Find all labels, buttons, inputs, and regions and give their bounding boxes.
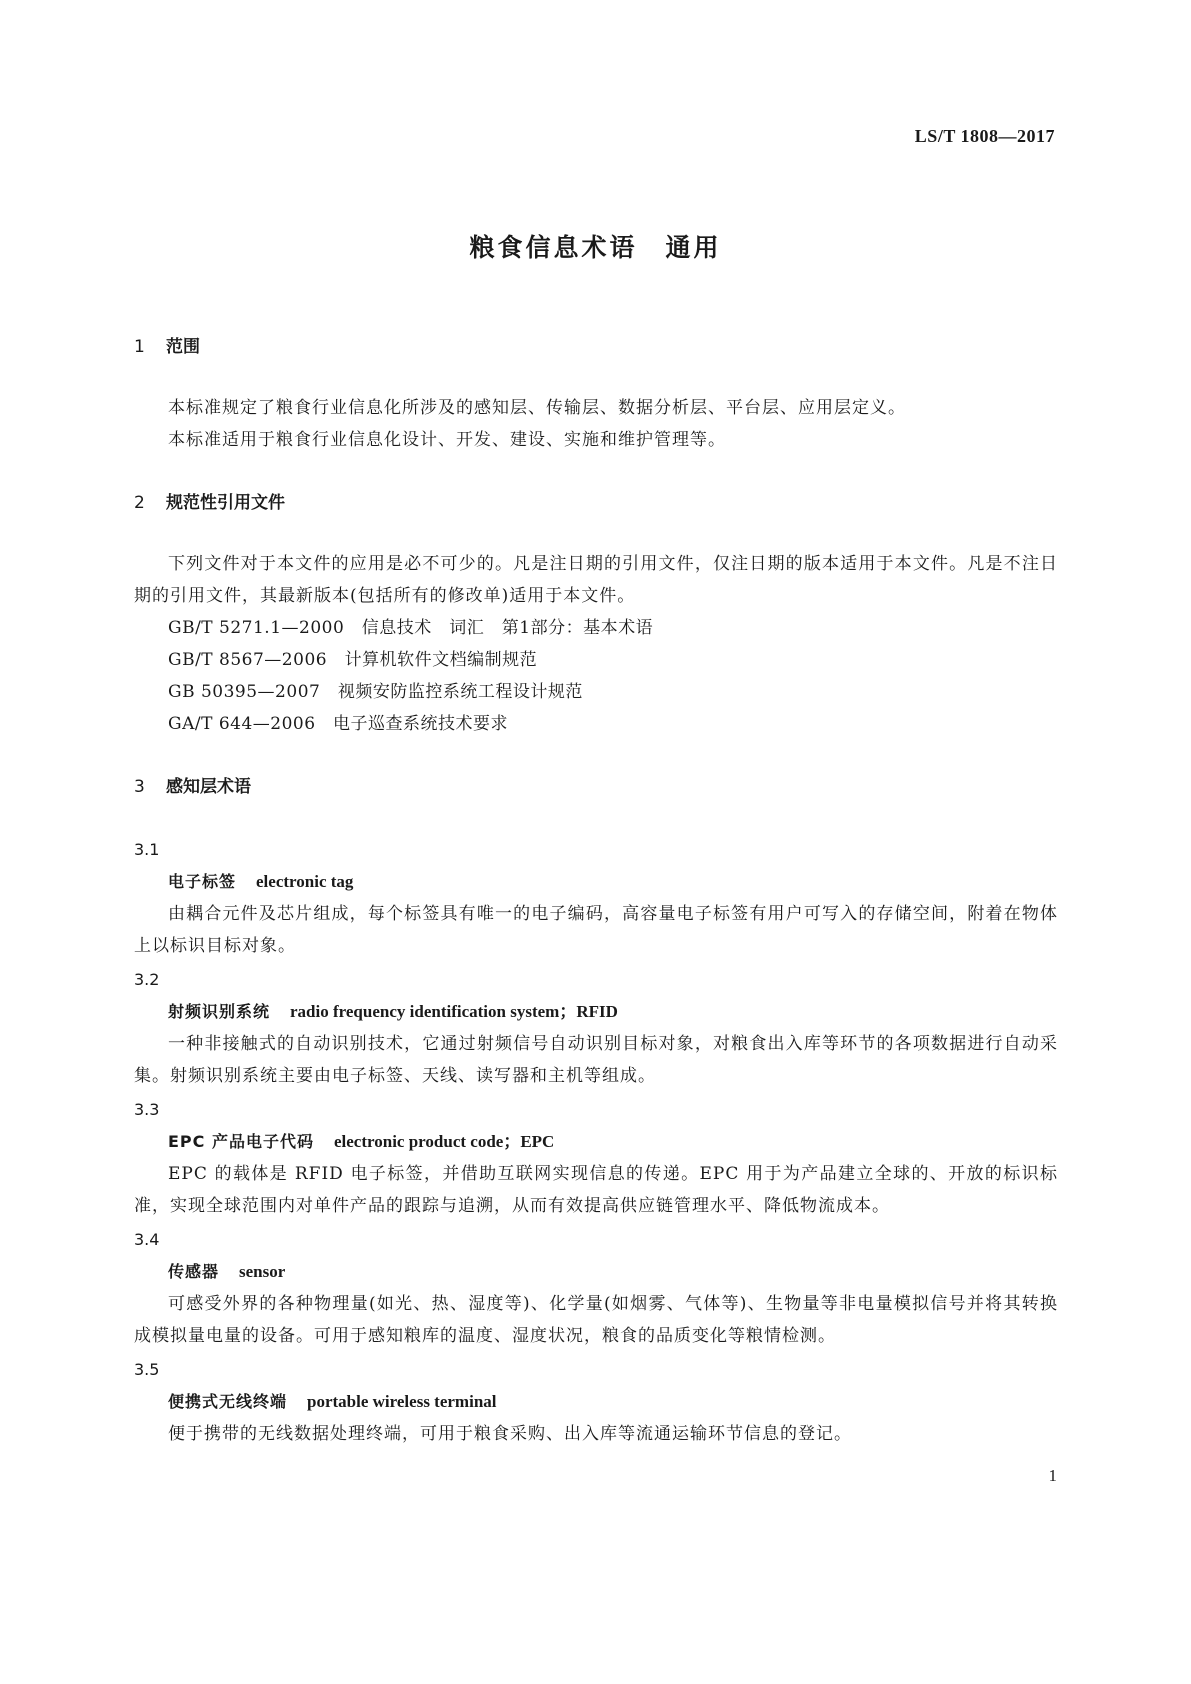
paragraph: 本标准适用于粮食行业信息化设计、开发、建设、实施和维护管理等。 bbox=[168, 430, 726, 450]
document-title: 粮食信息术语 通用 bbox=[469, 233, 722, 262]
reference-item: GB/T 5271.1—2000 信息技术 词汇 第1部分：基本术语 bbox=[168, 618, 654, 638]
section-number: 1 bbox=[134, 337, 145, 357]
term-en: electronic product code；EPC bbox=[333, 1132, 555, 1151]
reference-item: GA/T 644—2006 电子巡查系统技术要求 bbox=[168, 714, 509, 734]
term-number: 3.1 bbox=[134, 840, 160, 859]
term-definition: 一种非接触式的自动识别技术，它通过射频信号自动识别目标对象，对粮食出入库等环节的各项数据进行自动采集。射频识别系统主要由电子标签、天线、读写器和主机等组成。 bbox=[134, 1034, 1058, 1086]
term-en: electronic tag bbox=[256, 872, 354, 891]
reference-item: GB 50395—2007 视频安防监控系统工程设计规范 bbox=[168, 682, 583, 702]
term-en: portable wireless terminal bbox=[307, 1392, 497, 1411]
term-definition: 便于携带的无线数据处理终端，可用于粮食采购、出入库等流通运输环节信息的登记。 bbox=[168, 1424, 852, 1444]
term-zh: EPC 产品电子代码 bbox=[168, 1132, 314, 1151]
paragraph: 本标准规定了粮食行业信息化所涉及的感知层、传输层、数据分析层、平台层、应用层定义。 bbox=[168, 398, 906, 418]
term-zh: 电子标签 bbox=[168, 872, 237, 891]
section-title: 规范性引用文件 bbox=[166, 493, 285, 513]
section-title: 范围 bbox=[166, 337, 200, 357]
section-number: 3 bbox=[134, 777, 145, 797]
term-heading bbox=[134, 996, 1058, 1028]
term-heading bbox=[134, 1256, 1058, 1288]
page-number: 1 bbox=[1048, 1466, 1057, 1485]
reference-item: GB/T 8567—2006 计算机软件文档编制规范 bbox=[168, 650, 538, 670]
standard-code: LS/T 1808—2017 bbox=[914, 126, 1055, 146]
section-heading-2 bbox=[134, 486, 1058, 520]
section-heading-3 bbox=[134, 770, 1058, 804]
term-number: 3.3 bbox=[134, 1100, 160, 1119]
term-zh: 射频识别系统 bbox=[168, 1002, 271, 1021]
section-number: 2 bbox=[134, 493, 145, 513]
term-en: radio frequency identification system；RFID bbox=[290, 1002, 618, 1021]
term-zh: 传感器 bbox=[168, 1262, 220, 1281]
paragraph: 下列文件对于本文件的应用是必不可少的。凡是注日期的引用文件，仅注日期的版本适用于本文件。凡是不注日期的引用文件，其最新版本(包括所有的修改单)适用于本文件。 bbox=[134, 554, 1058, 606]
term-number: 3.4 bbox=[134, 1230, 160, 1249]
section-title: 感知层术语 bbox=[166, 777, 251, 797]
document-body bbox=[134, 330, 1058, 1450]
term-heading bbox=[134, 866, 1058, 898]
term-definition: EPC 的载体是 RFID 电子标签，并借助互联网实现信息的传递。EPC 用于为产品建立全球的、开放的标识标准，实现全球范围内对单件产品的跟踪与追溯，从而有效提高供应链管理水平、降低物流成本。 bbox=[134, 1164, 1058, 1216]
term-heading bbox=[134, 1386, 1058, 1418]
term-number: 3.5 bbox=[134, 1360, 160, 1379]
term-heading bbox=[134, 1126, 1058, 1158]
term-en: sensor bbox=[239, 1262, 286, 1281]
term-zh: 便携式无线终端 bbox=[168, 1392, 288, 1411]
term-number: 3.2 bbox=[134, 970, 160, 989]
term-definition: 由耦合元件及芯片组成，每个标签具有唯一的电子编码，高容量电子标签有用户可写入的存储空间，附着在物体上以标识目标对象。 bbox=[134, 904, 1058, 956]
term-definition: 可感受外界的各种物理量(如光、热、湿度等)、化学量(如烟雾、气体等)、生物量等非电量模拟信号并将其转换成模拟量电量的设备。可用于感知粮库的温度、湿度状况，粮食的品质变化等粮情检测。 bbox=[134, 1294, 1058, 1346]
section-heading-1 bbox=[134, 330, 1058, 364]
